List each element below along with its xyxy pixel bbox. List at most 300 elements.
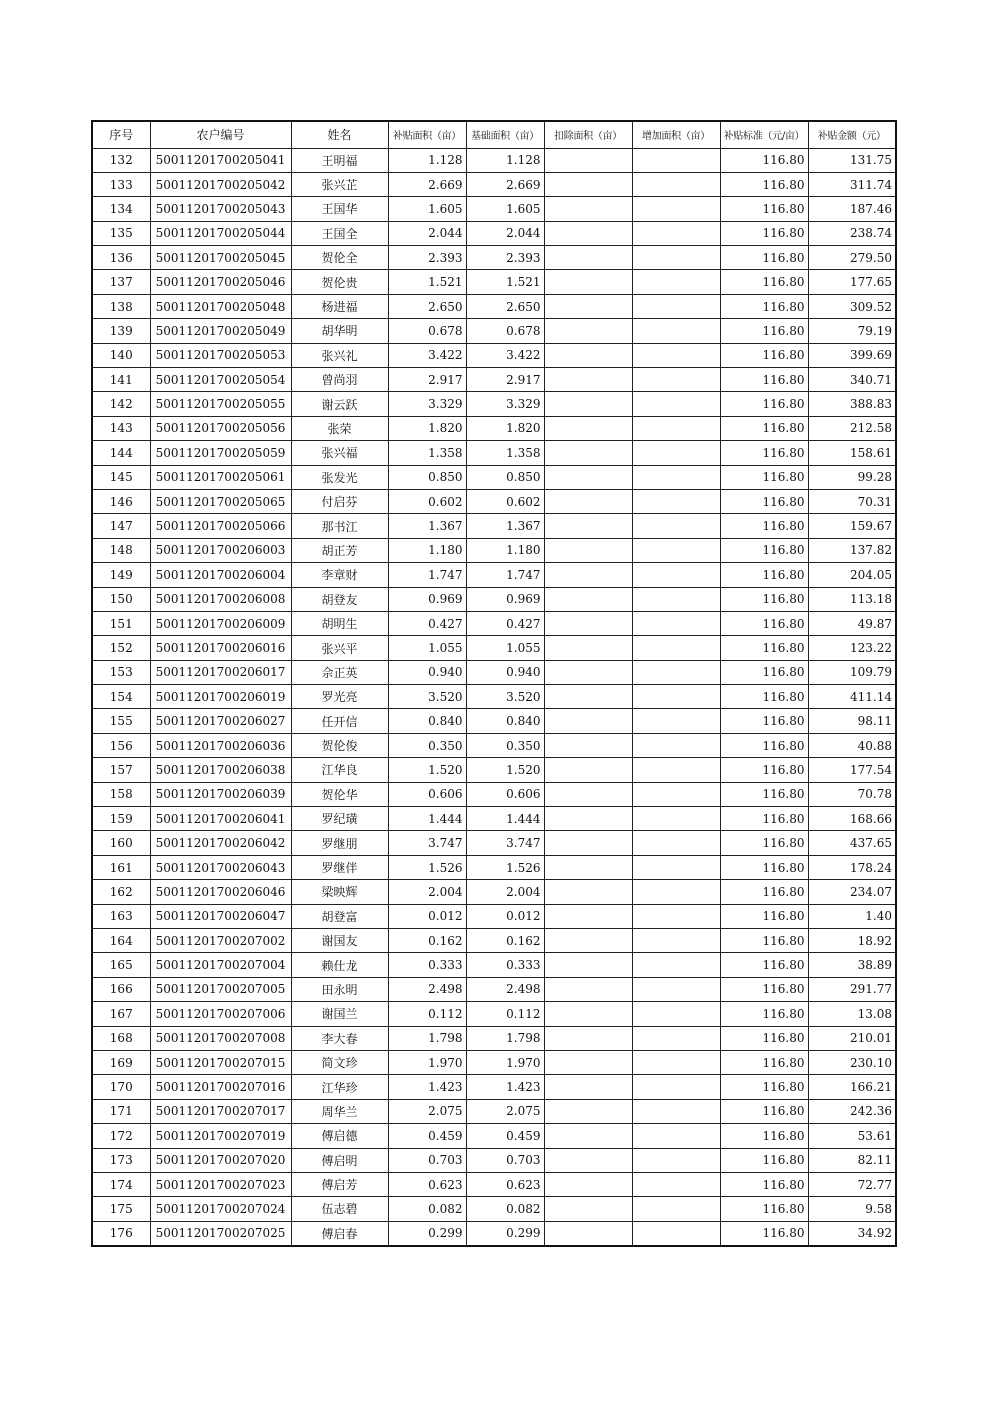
cell-deducted-area: [544, 514, 632, 538]
cell-added-area: [632, 563, 720, 587]
cell-farmer-id: 50011201700207002: [150, 929, 291, 953]
cell-deducted-area: [544, 441, 632, 465]
cell-name: 曾尚羽: [291, 368, 388, 392]
cell-index: 157: [92, 758, 150, 782]
cell-subsidy-area: 0.840: [388, 709, 466, 733]
cell-base-area: 1.970: [466, 1050, 544, 1074]
cell-base-area: 3.329: [466, 392, 544, 416]
cell-added-area: [632, 221, 720, 245]
table-row: [92, 660, 896, 684]
cell-index: 153: [92, 660, 150, 684]
cell-index: 159: [92, 807, 150, 831]
cell-index: 135: [92, 221, 150, 245]
table-row: [92, 441, 896, 465]
cell-deducted-area: [544, 685, 632, 709]
table-row: [92, 221, 896, 245]
cell-subsidy-amount: 437.65: [808, 831, 896, 855]
cell-added-area: [632, 538, 720, 562]
cell-farmer-id: 50011201700207025: [150, 1221, 291, 1245]
cell-subsidy-rate: 116.80: [720, 758, 808, 782]
table-row: [92, 709, 896, 733]
table-row: [92, 1075, 896, 1099]
cell-base-area: 0.299: [466, 1221, 544, 1245]
cell-subsidy-amount: 187.46: [808, 197, 896, 221]
cell-subsidy-rate: 116.80: [720, 709, 808, 733]
cell-subsidy-area: 0.850: [388, 465, 466, 489]
cell-name: 梁映辉: [291, 880, 388, 904]
cell-name: 张兴福: [291, 441, 388, 465]
header-row: [92, 121, 896, 148]
cell-added-area: [632, 465, 720, 489]
cell-subsidy-rate: 116.80: [720, 416, 808, 440]
cell-base-area: 0.012: [466, 904, 544, 928]
cell-subsidy-area: 2.004: [388, 880, 466, 904]
table-row: [92, 1172, 896, 1196]
cell-deducted-area: [544, 538, 632, 562]
table-row: [92, 953, 896, 977]
cell-index: 134: [92, 197, 150, 221]
cell-subsidy-rate: 116.80: [720, 392, 808, 416]
cell-base-area: 0.969: [466, 587, 544, 611]
cell-added-area: [632, 733, 720, 757]
cell-subsidy-amount: 234.07: [808, 880, 896, 904]
cell-deducted-area: [544, 563, 632, 587]
cell-base-area: 0.703: [466, 1148, 544, 1172]
cell-subsidy-rate: 116.80: [720, 831, 808, 855]
cell-deducted-area: [544, 733, 632, 757]
cell-deducted-area: [544, 1124, 632, 1148]
cell-subsidy-amount: 131.75: [808, 148, 896, 172]
cell-index: 175: [92, 1197, 150, 1221]
cell-subsidy-rate: 116.80: [720, 733, 808, 757]
table-row: [92, 294, 896, 318]
cell-base-area: 1.180: [466, 538, 544, 562]
cell-index: 144: [92, 441, 150, 465]
cell-subsidy-amount: 1.40: [808, 904, 896, 928]
cell-farmer-id: 50011201700206019: [150, 685, 291, 709]
cell-subsidy-rate: 116.80: [720, 246, 808, 270]
cell-subsidy-amount: 13.08: [808, 1002, 896, 1026]
cell-subsidy-amount: 38.89: [808, 953, 896, 977]
cell-deducted-area: [544, 343, 632, 367]
cell-subsidy-rate: 116.80: [720, 441, 808, 465]
cell-base-area: 2.917: [466, 368, 544, 392]
cell-deducted-area: [544, 1172, 632, 1196]
cell-subsidy-amount: 291.77: [808, 977, 896, 1001]
cell-base-area: 3.747: [466, 831, 544, 855]
cell-subsidy-rate: 116.80: [720, 197, 808, 221]
cell-deducted-area: [544, 831, 632, 855]
cell-deducted-area: [544, 1026, 632, 1050]
cell-index: 140: [92, 343, 150, 367]
cell-index: 136: [92, 246, 150, 270]
cell-index: 151: [92, 611, 150, 635]
cell-subsidy-amount: 109.79: [808, 660, 896, 684]
cell-deducted-area: [544, 1075, 632, 1099]
cell-farmer-id: 50011201700205041: [150, 148, 291, 172]
cell-deducted-area: [544, 172, 632, 196]
cell-name: 王国华: [291, 197, 388, 221]
cell-index: 150: [92, 587, 150, 611]
cell-farmer-id: 50011201700207024: [150, 1197, 291, 1221]
cell-subsidy-rate: 116.80: [720, 977, 808, 1001]
cell-added-area: [632, 782, 720, 806]
cell-added-area: [632, 1148, 720, 1172]
cell-base-area: 0.162: [466, 929, 544, 953]
cell-subsidy-area: 1.605: [388, 197, 466, 221]
header-subsidy-rate: 补贴标准（元/亩）: [720, 121, 808, 148]
cell-base-area: 1.526: [466, 855, 544, 879]
table-row: [92, 1148, 896, 1172]
cell-base-area: 3.520: [466, 685, 544, 709]
table-row: [92, 929, 896, 953]
cell-subsidy-area: 1.521: [388, 270, 466, 294]
cell-deducted-area: [544, 270, 632, 294]
cell-base-area: 1.605: [466, 197, 544, 221]
table-row: [92, 1026, 896, 1050]
cell-base-area: 1.358: [466, 441, 544, 465]
cell-deducted-area: [544, 221, 632, 245]
header-name: 姓名: [291, 121, 388, 148]
cell-subsidy-rate: 116.80: [720, 1026, 808, 1050]
cell-farmer-id: 50011201700207015: [150, 1050, 291, 1074]
cell-added-area: [632, 1050, 720, 1074]
cell-subsidy-rate: 116.80: [720, 1148, 808, 1172]
cell-farmer-id: 50011201700207023: [150, 1172, 291, 1196]
cell-subsidy-rate: 116.80: [720, 1221, 808, 1245]
cell-deducted-area: [544, 197, 632, 221]
cell-added-area: [632, 441, 720, 465]
cell-subsidy-amount: 230.10: [808, 1050, 896, 1074]
cell-farmer-id: 50011201700205056: [150, 416, 291, 440]
cell-subsidy-rate: 116.80: [720, 294, 808, 318]
cell-added-area: [632, 416, 720, 440]
table-row: [92, 1221, 896, 1245]
cell-subsidy-area: 0.012: [388, 904, 466, 928]
cell-farmer-id: 50011201700206004: [150, 563, 291, 587]
cell-subsidy-area: 1.180: [388, 538, 466, 562]
cell-subsidy-area: 1.970: [388, 1050, 466, 1074]
header-base-area: 基础面积（亩）: [466, 121, 544, 148]
cell-index: 174: [92, 1172, 150, 1196]
cell-farmer-id: 50011201700206003: [150, 538, 291, 562]
table-row: [92, 270, 896, 294]
cell-index: 146: [92, 489, 150, 513]
cell-base-area: 2.669: [466, 172, 544, 196]
cell-subsidy-amount: 311.74: [808, 172, 896, 196]
cell-base-area: 2.075: [466, 1099, 544, 1123]
cell-farmer-id: 50011201700205044: [150, 221, 291, 245]
cell-subsidy-amount: 238.74: [808, 221, 896, 245]
cell-farmer-id: 50011201700207006: [150, 1002, 291, 1026]
cell-subsidy-amount: 70.78: [808, 782, 896, 806]
cell-farmer-id: 50011201700205045: [150, 246, 291, 270]
cell-farmer-id: 50011201700205065: [150, 489, 291, 513]
table-row: [92, 563, 896, 587]
cell-subsidy-area: 3.520: [388, 685, 466, 709]
table-row: [92, 1124, 896, 1148]
cell-subsidy-amount: 79.19: [808, 319, 896, 343]
cell-base-area: 2.498: [466, 977, 544, 1001]
cell-base-area: 1.521: [466, 270, 544, 294]
cell-added-area: [632, 636, 720, 660]
cell-subsidy-rate: 116.80: [720, 587, 808, 611]
cell-deducted-area: [544, 709, 632, 733]
subsidy-table: [91, 120, 897, 1247]
cell-subsidy-rate: 116.80: [720, 1172, 808, 1196]
cell-subsidy-amount: 98.11: [808, 709, 896, 733]
cell-deducted-area: [544, 977, 632, 1001]
cell-subsidy-area: 0.162: [388, 929, 466, 953]
cell-added-area: [632, 1172, 720, 1196]
table-row: [92, 489, 896, 513]
cell-subsidy-area: 1.526: [388, 855, 466, 879]
cell-farmer-id: 50011201700206043: [150, 855, 291, 879]
cell-farmer-id: 50011201700206036: [150, 733, 291, 757]
cell-deducted-area: [544, 660, 632, 684]
table-row: [92, 319, 896, 343]
cell-subsidy-amount: 178.24: [808, 855, 896, 879]
cell-index: 142: [92, 392, 150, 416]
cell-farmer-id: 50011201700206038: [150, 758, 291, 782]
cell-index: 176: [92, 1221, 150, 1245]
cell-farmer-id: 50011201700205053: [150, 343, 291, 367]
cell-base-area: 0.840: [466, 709, 544, 733]
table-row: [92, 733, 896, 757]
cell-name: 傅启芳: [291, 1172, 388, 1196]
table-row: [92, 343, 896, 367]
cell-subsidy-rate: 116.80: [720, 1002, 808, 1026]
cell-subsidy-amount: 49.87: [808, 611, 896, 635]
cell-subsidy-area: 1.128: [388, 148, 466, 172]
cell-subsidy-amount: 40.88: [808, 733, 896, 757]
cell-subsidy-amount: 18.92: [808, 929, 896, 953]
table-row: [92, 611, 896, 635]
cell-deducted-area: [544, 1197, 632, 1221]
table-row: [92, 587, 896, 611]
cell-subsidy-amount: 123.22: [808, 636, 896, 660]
cell-name: 田永明: [291, 977, 388, 1001]
table-row: [92, 758, 896, 782]
cell-added-area: [632, 343, 720, 367]
cell-deducted-area: [544, 929, 632, 953]
cell-name: 赖仕龙: [291, 953, 388, 977]
cell-added-area: [632, 904, 720, 928]
cell-deducted-area: [544, 758, 632, 782]
cell-subsidy-rate: 116.80: [720, 904, 808, 928]
cell-subsidy-amount: 70.31: [808, 489, 896, 513]
cell-subsidy-rate: 116.80: [720, 880, 808, 904]
cell-deducted-area: [544, 953, 632, 977]
cell-index: 138: [92, 294, 150, 318]
cell-name: 胡登富: [291, 904, 388, 928]
cell-added-area: [632, 660, 720, 684]
cell-added-area: [632, 807, 720, 831]
cell-added-area: [632, 294, 720, 318]
cell-subsidy-rate: 116.80: [720, 270, 808, 294]
cell-subsidy-area: 2.917: [388, 368, 466, 392]
cell-subsidy-area: 0.427: [388, 611, 466, 635]
cell-name: 傅启春: [291, 1221, 388, 1245]
cell-subsidy-rate: 116.80: [720, 368, 808, 392]
cell-subsidy-rate: 116.80: [720, 319, 808, 343]
cell-deducted-area: [544, 319, 632, 343]
cell-added-area: [632, 148, 720, 172]
header-subsidy-area: 补贴面积（亩）: [388, 121, 466, 148]
table-row: [92, 807, 896, 831]
header-added-area: 增加面积（亩）: [632, 121, 720, 148]
cell-index: 162: [92, 880, 150, 904]
cell-subsidy-rate: 116.80: [720, 1075, 808, 1099]
cell-index: 171: [92, 1099, 150, 1123]
cell-name: 贺伦全: [291, 246, 388, 270]
cell-subsidy-area: 0.606: [388, 782, 466, 806]
cell-farmer-id: 50011201700207019: [150, 1124, 291, 1148]
cell-subsidy-area: 2.669: [388, 172, 466, 196]
cell-subsidy-amount: 242.36: [808, 1099, 896, 1123]
cell-deducted-area: [544, 1050, 632, 1074]
cell-subsidy-rate: 116.80: [720, 172, 808, 196]
table-row: [92, 831, 896, 855]
cell-farmer-id: 50011201700206009: [150, 611, 291, 635]
cell-deducted-area: [544, 807, 632, 831]
table-row: [92, 368, 896, 392]
cell-subsidy-amount: 158.61: [808, 441, 896, 465]
cell-subsidy-rate: 116.80: [720, 807, 808, 831]
cell-base-area: 0.459: [466, 1124, 544, 1148]
cell-added-area: [632, 319, 720, 343]
cell-index: 158: [92, 782, 150, 806]
cell-name: 谢国友: [291, 929, 388, 953]
cell-index: 154: [92, 685, 150, 709]
cell-subsidy-area: 0.350: [388, 733, 466, 757]
cell-base-area: 1.798: [466, 1026, 544, 1050]
cell-added-area: [632, 392, 720, 416]
cell-base-area: 0.850: [466, 465, 544, 489]
cell-deducted-area: [544, 392, 632, 416]
cell-base-area: 0.350: [466, 733, 544, 757]
cell-base-area: 0.333: [466, 953, 544, 977]
cell-base-area: 0.082: [466, 1197, 544, 1221]
cell-index: 145: [92, 465, 150, 489]
cell-farmer-id: 50011201700205061: [150, 465, 291, 489]
cell-base-area: 0.602: [466, 489, 544, 513]
cell-farmer-id: 50011201700205048: [150, 294, 291, 318]
cell-added-area: [632, 1221, 720, 1245]
cell-subsidy-area: 1.798: [388, 1026, 466, 1050]
cell-name: 罗纪璜: [291, 807, 388, 831]
cell-farmer-id: 50011201700207005: [150, 977, 291, 1001]
cell-added-area: [632, 831, 720, 855]
table-row: [92, 416, 896, 440]
cell-added-area: [632, 1026, 720, 1050]
cell-deducted-area: [544, 368, 632, 392]
cell-deducted-area: [544, 1221, 632, 1245]
cell-name: 李章财: [291, 563, 388, 587]
cell-subsidy-amount: 137.82: [808, 538, 896, 562]
cell-subsidy-amount: 72.77: [808, 1172, 896, 1196]
cell-index: 168: [92, 1026, 150, 1050]
cell-index: 143: [92, 416, 150, 440]
cell-index: 172: [92, 1124, 150, 1148]
cell-base-area: 2.004: [466, 880, 544, 904]
cell-name: 张发光: [291, 465, 388, 489]
cell-name: 那书江: [291, 514, 388, 538]
cell-subsidy-amount: 177.54: [808, 758, 896, 782]
cell-subsidy-area: 0.112: [388, 1002, 466, 1026]
cell-subsidy-area: 3.747: [388, 831, 466, 855]
cell-base-area: 0.940: [466, 660, 544, 684]
cell-farmer-id: 50011201700206039: [150, 782, 291, 806]
cell-name: 李大春: [291, 1026, 388, 1050]
cell-farmer-id: 50011201700207008: [150, 1026, 291, 1050]
cell-subsidy-amount: 340.71: [808, 368, 896, 392]
cell-deducted-area: [544, 416, 632, 440]
cell-name: 傅启明: [291, 1148, 388, 1172]
cell-deducted-area: [544, 1002, 632, 1026]
table-row: [92, 514, 896, 538]
cell-index: 156: [92, 733, 150, 757]
cell-added-area: [632, 855, 720, 879]
table-row: [92, 148, 896, 172]
cell-name: 胡登友: [291, 587, 388, 611]
table-row: [92, 904, 896, 928]
cell-added-area: [632, 172, 720, 196]
cell-name: 张荣: [291, 416, 388, 440]
cell-subsidy-amount: 113.18: [808, 587, 896, 611]
cell-name: 傅启德: [291, 1124, 388, 1148]
cell-index: 149: [92, 563, 150, 587]
cell-index: 152: [92, 636, 150, 660]
cell-subsidy-rate: 116.80: [720, 685, 808, 709]
cell-added-area: [632, 880, 720, 904]
cell-name: 胡明生: [291, 611, 388, 635]
cell-subsidy-area: 1.423: [388, 1075, 466, 1099]
cell-base-area: 1.444: [466, 807, 544, 831]
cell-farmer-id: 50011201700205046: [150, 270, 291, 294]
cell-subsidy-rate: 116.80: [720, 782, 808, 806]
cell-subsidy-area: 0.703: [388, 1148, 466, 1172]
header-index: 序号: [92, 121, 150, 148]
cell-subsidy-area: 0.299: [388, 1221, 466, 1245]
cell-farmer-id: 50011201700206008: [150, 587, 291, 611]
cell-subsidy-rate: 116.80: [720, 563, 808, 587]
cell-index: 164: [92, 929, 150, 953]
cell-subsidy-area: 2.393: [388, 246, 466, 270]
cell-base-area: 1.128: [466, 148, 544, 172]
cell-subsidy-rate: 116.80: [720, 514, 808, 538]
cell-added-area: [632, 246, 720, 270]
cell-subsidy-area: 0.969: [388, 587, 466, 611]
table-row: [92, 246, 896, 270]
cell-subsidy-area: 3.329: [388, 392, 466, 416]
cell-subsidy-rate: 116.80: [720, 611, 808, 635]
cell-added-area: [632, 587, 720, 611]
table-row: [92, 1050, 896, 1074]
cell-subsidy-area: 1.055: [388, 636, 466, 660]
cell-subsidy-amount: 279.50: [808, 246, 896, 270]
cell-farmer-id: 50011201700207004: [150, 953, 291, 977]
cell-farmer-id: 50011201700206027: [150, 709, 291, 733]
cell-subsidy-area: 2.650: [388, 294, 466, 318]
table-row: [92, 1099, 896, 1123]
cell-name: 贺伦俊: [291, 733, 388, 757]
cell-added-area: [632, 270, 720, 294]
cell-subsidy-amount: 166.21: [808, 1075, 896, 1099]
cell-farmer-id: 50011201700205043: [150, 197, 291, 221]
cell-base-area: 0.623: [466, 1172, 544, 1196]
cell-deducted-area: [544, 148, 632, 172]
